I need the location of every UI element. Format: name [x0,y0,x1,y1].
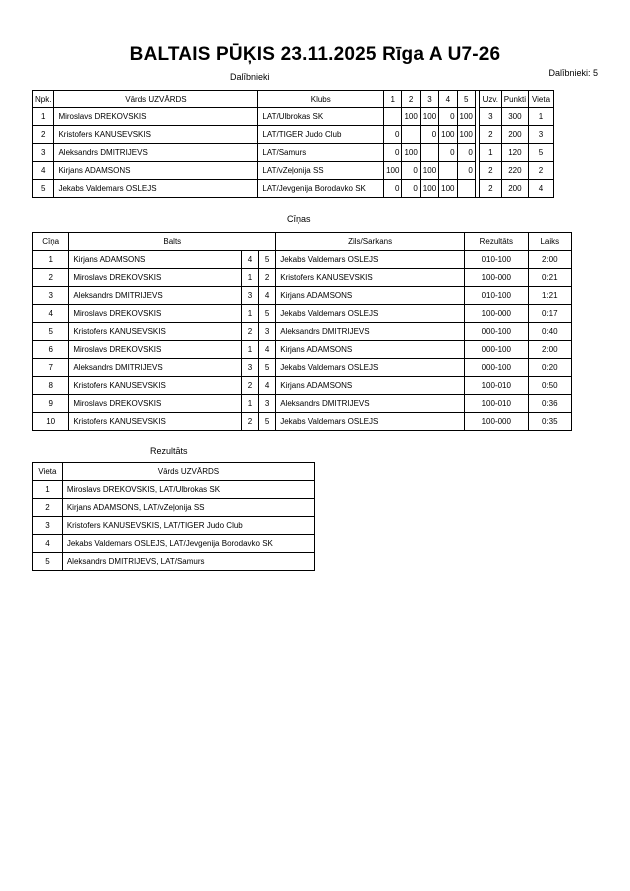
fight-number: 7 [33,359,69,377]
fight-blue-name: Aleksandrs DMITRIJEVS [276,395,465,413]
fight-time: 0:21 [528,269,571,287]
participant-score [402,126,420,144]
participant-wins: 2 [479,180,501,198]
col-result: Rezultāts [464,233,528,251]
result-row [33,535,315,553]
participant-score: 0 [439,144,457,162]
participant-score: 100 [420,108,438,126]
participants-caption: Dalībnieki [230,72,270,82]
participant-place: 4 [529,180,554,198]
fight-white-number: 1 [241,305,258,323]
col-club: Klubs [258,91,384,108]
fight-time: 0:36 [528,395,571,413]
fights-caption: Cīņas [287,214,311,224]
fight-white-name: Kristofers KANUSEVSKIS [69,413,242,431]
participant-score: 0 [384,144,402,162]
fight-result: 000-100 [464,359,528,377]
fight-row [33,305,572,323]
participant-score: 100 [457,108,475,126]
participant-score: 0 [384,180,402,198]
page-title: BALTAIS PŪĶIS 23.11.2025 Rīga A U7-26 [129,44,501,65]
participant-name: Miroslavs DREKOVSKIS [54,108,258,126]
col-points: Punkti [501,91,528,108]
fight-number: 4 [33,305,69,323]
col-result-place: Vieta [33,463,63,481]
results-table [32,462,315,571]
col-score-2: 2 [402,91,420,108]
fight-blue-number: 4 [259,377,276,395]
fight-white-number: 3 [241,359,258,377]
fight-blue-name: Aleksandrs DMITRIJEVS [276,323,465,341]
fight-blue-number: 4 [259,341,276,359]
fight-row [33,413,572,431]
results-header-row [33,463,315,481]
participant-row [33,144,554,162]
fight-blue-number: 3 [259,395,276,413]
fight-time: 0:35 [528,413,571,431]
participant-score: 0 [439,108,457,126]
fight-result: 000-100 [464,341,528,359]
participant-points: 120 [501,144,528,162]
participant-score [384,108,402,126]
result-place: 3 [33,517,63,535]
participant-place: 2 [529,162,554,180]
col-score-5: 5 [457,91,475,108]
fight-number: 9 [33,395,69,413]
participant-npk: 4 [33,162,54,180]
participant-score [439,162,457,180]
participant-wins: 2 [479,126,501,144]
fight-white-number: 2 [241,323,258,341]
fight-white-number: 4 [241,251,258,269]
participant-score: 100 [439,126,457,144]
participant-score: 100 [439,180,457,198]
participant-npk: 3 [33,144,54,162]
result-name: Kristofers KANUSEVSKIS, LAT/TIGER Judo Club [62,517,314,535]
participant-score: 100 [384,162,402,180]
fight-time: 2:00 [528,341,571,359]
participant-name: Aleksandrs DMITRIJEVS [54,144,258,162]
fight-white-number: 2 [241,377,258,395]
col-fight-number: Cīņa [33,233,69,251]
fight-white-name: Kristofers KANUSEVSKIS [69,377,242,395]
participant-place: 5 [529,144,554,162]
participant-score: 100 [420,180,438,198]
participant-club: LAT/Ulbrokas SK [258,108,384,126]
fight-blue-number: 3 [259,323,276,341]
fight-blue-name: Jekabs Valdemars OSLEJS [276,413,465,431]
participant-score: 0 [457,162,475,180]
result-name: Aleksandrs DMITRIJEVS, LAT/Samurs [62,553,314,571]
result-row [33,553,315,571]
participant-place: 1 [529,108,554,126]
fight-time: 0:40 [528,323,571,341]
fight-white-number: 2 [241,413,258,431]
col-blue-red: Zils/Sarkans [276,233,465,251]
participant-points: 220 [501,162,528,180]
participant-club: LAT/TIGER Judo Club [258,126,384,144]
fight-row [33,395,572,413]
fight-white-name: Miroslavs DREKOVSKIS [69,269,242,287]
result-row [33,499,315,517]
fight-number: 10 [33,413,69,431]
participant-row [33,180,554,198]
participant-score [420,144,438,162]
participant-row [33,126,554,144]
results-caption: Rezultāts [150,446,188,456]
fight-time: 2:00 [528,251,571,269]
participant-score [457,180,475,198]
col-score-3: 3 [420,91,438,108]
fight-blue-name: Kirjans ADAMSONS [276,377,465,395]
participant-npk: 5 [33,180,54,198]
participant-club: LAT/Jevgenija Borodavko SK [258,180,384,198]
fight-white-name: Kirjans ADAMSONS [69,251,242,269]
fight-result: 100-000 [464,269,528,287]
fight-blue-number: 4 [259,287,276,305]
participant-club: LAT/Samurs [258,144,384,162]
participant-score: 100 [402,108,420,126]
fight-blue-name: Jekabs Valdemars OSLEJS [276,251,465,269]
fight-result: 000-100 [464,323,528,341]
fight-blue-name: Kirjans ADAMSONS [276,341,465,359]
col-name: Vārds UZVĀRDS [54,91,258,108]
result-name: Jekabs Valdemars OSLEJS, LAT/Jevgenija Borodavko SK [62,535,314,553]
fight-blue-name: Kirjans ADAMSONS [276,287,465,305]
participant-place: 3 [529,126,554,144]
participants-header-row [33,91,554,108]
col-wins: Uzv. [479,91,501,108]
fight-white-number: 1 [241,269,258,287]
result-place: 2 [33,499,63,517]
fight-white-number: 3 [241,287,258,305]
result-row [33,481,315,499]
col-result-name: Vārds UZVĀRDS [62,463,314,481]
fight-row [33,269,572,287]
participant-points: 300 [501,108,528,126]
fight-blue-number: 2 [259,269,276,287]
fight-time: 0:20 [528,359,571,377]
col-place: Vieta [529,91,554,108]
participant-score: 100 [420,162,438,180]
fight-white-number: 1 [241,395,258,413]
col-time: Laiks [528,233,571,251]
fight-row [33,323,572,341]
fight-white-name: Aleksandrs DMITRIJEVS [69,287,242,305]
fight-result: 010-100 [464,287,528,305]
fight-white-name: Miroslavs DREKOVSKIS [69,395,242,413]
fight-result: 100-010 [464,395,528,413]
participant-name: Kirjans ADAMSONS [54,162,258,180]
participant-npk: 2 [33,126,54,144]
result-row [33,517,315,535]
fight-number: 3 [33,287,69,305]
fight-row [33,251,572,269]
participant-wins: 3 [479,108,501,126]
fight-blue-number: 5 [259,251,276,269]
fight-result: 010-100 [464,251,528,269]
fight-blue-name: Kristofers KANUSEVSKIS [276,269,465,287]
fight-time: 0:17 [528,305,571,323]
fight-white-number: 1 [241,341,258,359]
fight-row [33,287,572,305]
fight-white-name: Miroslavs DREKOVSKIS [69,305,242,323]
participant-row [33,162,554,180]
fight-blue-number: 5 [259,305,276,323]
participant-score: 100 [402,144,420,162]
participant-name: Kristofers KANUSEVSKIS [54,126,258,144]
result-place: 1 [33,481,63,499]
participant-wins: 2 [479,162,501,180]
participants-table [32,90,554,198]
fight-blue-number: 5 [259,413,276,431]
participant-wins: 1 [479,144,501,162]
fight-blue-number: 5 [259,359,276,377]
fight-number: 5 [33,323,69,341]
fight-blue-name: Jekabs Valdemars OSLEJS [276,305,465,323]
participant-club: LAT/vZeļonija SS [258,162,384,180]
fight-row [33,377,572,395]
fight-number: 8 [33,377,69,395]
fights-table [32,232,572,431]
fight-result: 100-010 [464,377,528,395]
participant-score: 100 [457,126,475,144]
fight-blue-name: Jekabs Valdemars OSLEJS [276,359,465,377]
participant-name: Jekabs Valdemars OSLEJS [54,180,258,198]
fight-result: 100-000 [464,305,528,323]
fight-row [33,359,572,377]
col-score-4: 4 [439,91,457,108]
col-npk: Npk. [33,91,54,108]
fight-result: 100-000 [464,413,528,431]
fight-number: 2 [33,269,69,287]
fight-time: 0:50 [528,377,571,395]
participant-score: 0 [402,180,420,198]
result-place: 5 [33,553,63,571]
participant-score: 0 [457,144,475,162]
result-name: Kirjans ADAMSONS, LAT/vZeļonija SS [62,499,314,517]
participant-row [33,108,554,126]
result-name: Miroslavs DREKOVSKIS, LAT/Ulbrokas SK [62,481,314,499]
col-white: Balts [69,233,276,251]
fight-row [33,341,572,359]
fight-number: 1 [33,251,69,269]
fight-white-name: Kristofers KANUSEVSKIS [69,323,242,341]
result-place: 4 [33,535,63,553]
participant-points: 200 [501,180,528,198]
participant-npk: 1 [33,108,54,126]
fights-header-row [33,233,572,251]
participant-score: 0 [402,162,420,180]
participant-points: 200 [501,126,528,144]
fight-number: 6 [33,341,69,359]
participants-count: Dalībnieki: 5 [548,68,598,78]
col-score-1: 1 [384,91,402,108]
participant-score: 0 [420,126,438,144]
fight-white-name: Miroslavs DREKOVSKIS [69,341,242,359]
fight-time: 1:21 [528,287,571,305]
fight-white-name: Aleksandrs DMITRIJEVS [69,359,242,377]
participant-score: 0 [384,126,402,144]
